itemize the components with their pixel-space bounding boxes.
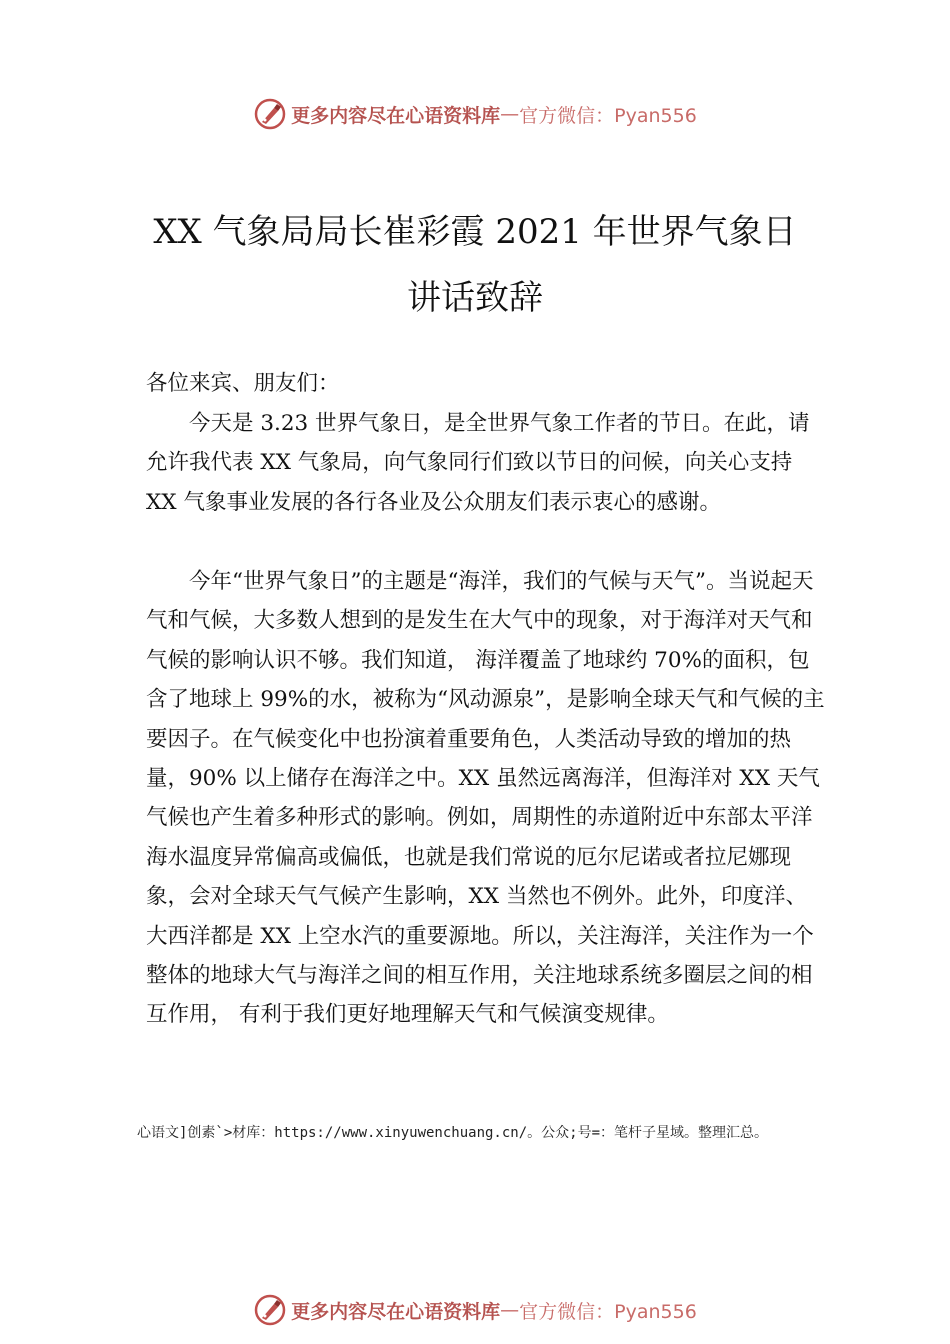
paragraph-1-text: 今天是 3.23 世界气象日，是全世界气象工作者的节日。在此，请允许我代表 XX 气象局，向气象同行们致以节日的问候，向关心支持 XX 气象事业发展的各行各业及公众朋友们表示衷心的感谢。 [146,411,810,515]
banner-wechat-text: 官方微信：Pyan556 [519,104,697,127]
pen-nib-logo-icon [253,97,287,131]
pen-nib-logo-icon [253,1293,287,1327]
salutation-text: 各位来宾、朋友们： [146,371,340,396]
document-title-line-2: 讲话致辞 [407,278,543,318]
header-banner [0,94,950,134]
paragraph-2 [146,562,826,1035]
source-note: 心语文]创素`>材库：https://www.xinyuwenchuang.cn/。公众;号=：笔杆子星域。整理汇总。 [137,1125,769,1141]
document-title-line-1: XX 气象局局长崔彩霞 2021 年世界气象日 [153,212,797,252]
banner-separator: — [500,103,520,125]
banner-wechat-text: 官方微信：Pyan556 [519,1300,697,1323]
salutation [146,364,826,403]
banner-site-text: 更多内容尽在心语资料库 [291,1300,501,1323]
banner-separator: — [500,1299,520,1321]
paragraph-2-text: 今年“世界气象日”的主题是“海洋，我们的气候与天气”。当说起天气和气候，大多数人想到的是发生在大气中的现象，对于海洋对天气和气候的影响认识不够。我们知道， 海洋覆盖了地球约 70%的面积，包含了地球上 99%的水，被称为“风动源泉”，是影响全球天气和气候的主要因子。在气候变化中也扮演着重要角色，人类活动导致的增加的热量，90% 以上储存在海洋之中。XX 虽然远离海洋，但海洋对 XX 天气气候也产生着多种形式的影响。例如，周期性的赤道附近中东部太平洋海水温度异常偏高或偏低，也就是我们常说的厄尔尼诺或者拉尼娜现象，会对全球天气气候产生影响，XX 当然也不例外。此外，印度洋、大西洋都是 XX 上空水汽的重要源地。所以，关注海洋，关注作为一个整体的地球大气与海洋之间的相互作用，关注地球系统多圈层之间的相互作用， 有利于我们更好地理解天气和气候演变规律。 [146,569,825,1028]
banner-site-text: 更多内容尽在心语资料库 [291,104,501,127]
paragraph-1 [146,404,826,522]
footer-banner [0,1290,950,1330]
